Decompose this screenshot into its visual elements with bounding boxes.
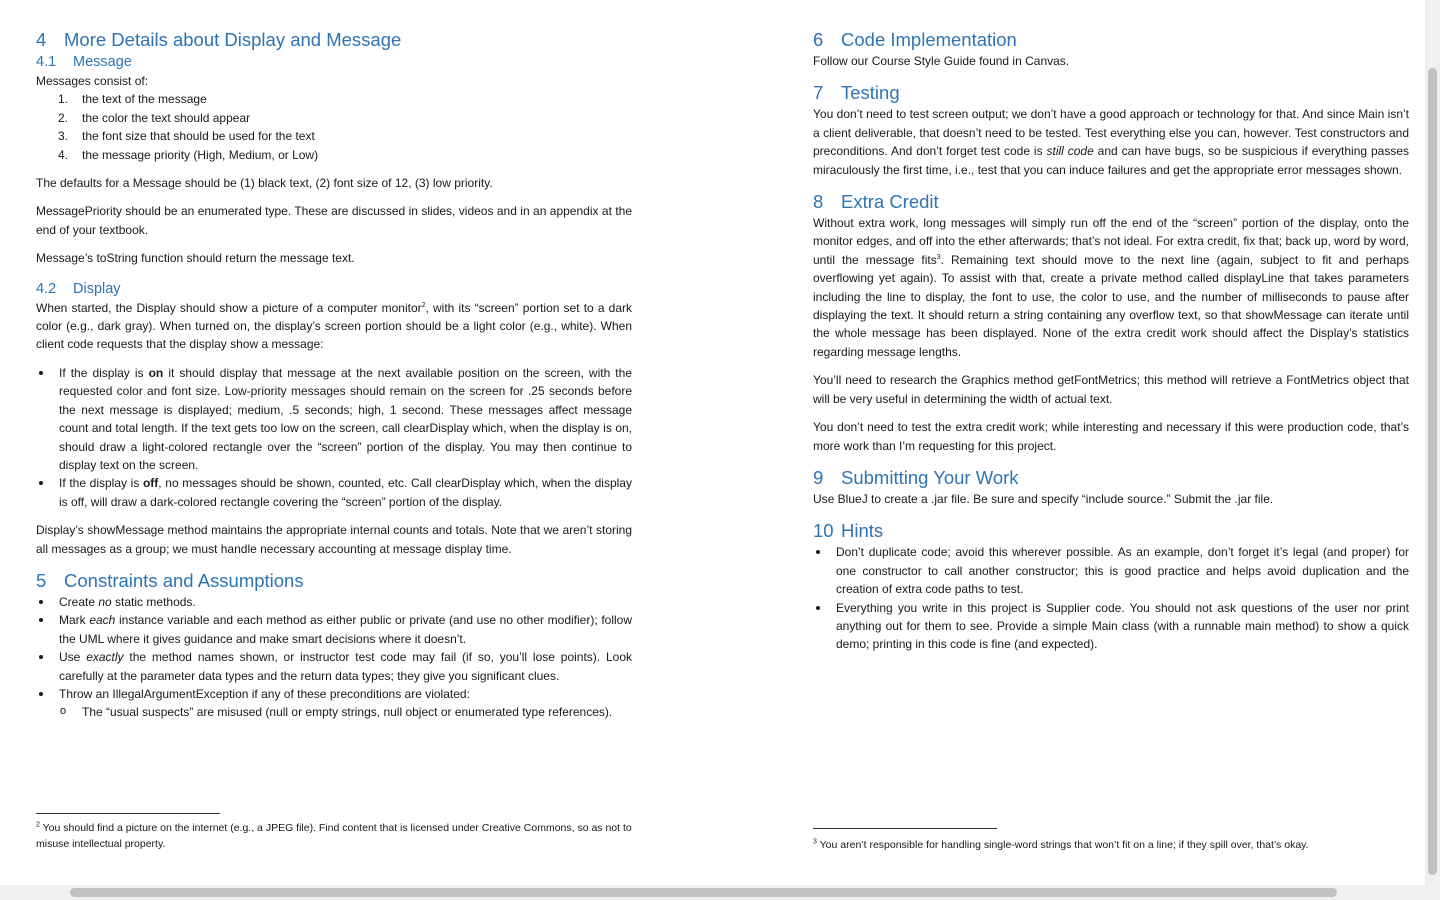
display-paragraph: When started, the Display should show a picture of a computer monitor$^2$, with its “screen” portion set to a dark color (e.g., dark gray). When turned on, the display’s screen portion should be a light color (e.g., white). When client code requests that the display show a message: [36,300,632,352]
list-item: If the display is off, no messages should be shown, counted, etc. Call clearDisplay which, when the display is off, will draw a dark-colored rectangle covering the “screen” portion of the display. [36,474,632,511]
footnote-ref-2[interactable]: 2 [421,301,426,309]
precondition-sublist [59,703,632,721]
list-item: 4. the message priority (High, Medium, or Low) [58,147,319,162]
vertical-scroll-thumb[interactable] [1428,68,1437,875]
footnote-separator-right [813,828,997,829]
footnote-ref-3[interactable]: 3 [936,253,941,261]
list-item: Mark each instance variable and each method as either public or private (and use no other modifier); follow the UML where it gives guidance and make smart decisions where it doesn’t. [36,611,632,648]
extra-credit-paragraph-1: Without extra work, long messages will simply run off the end of the “screen” portion of the display, onto the monitor edges, and off into the ether afterwards; that’s not ideal. For extra credit, fix that; back up, word by word, until the message fits$^3$. Remaining text should move to the next line (again, subject to fit and perhaps overflowing yet again). To assist with that, create a private method called displayLine that takes parameters including the line to display, the font to use, the color to use, and the number of milliseconds to pause after displaying the text. It should return a string containing any overflow text, so that showMessage can iterate until the whole message has been displayed. None of the extra credit work should affect the Display’s statistics regarding message lengths. [813,216,1409,359]
heading-section-10: 10 Hints [813,520,884,542]
vertical-scrollbar[interactable] [1425,0,1440,885]
messages-consist-text: Messages consist of: [36,74,149,88]
testing-paragraph: You don’t need to test screen output; we don’t have a good approach or technology for that. And since Main isn’t a client deliverable, that doesn’t need to be tested. Test everything else you can, however. Test constructors and preconditions. And don’t forget test code is still code and can have bugs, so be suspicious if everything passes miraculously the first time, i.e., test that you can induce failures and get the appropriate error messages shown. [813,107,1409,177]
display-bullets [36,364,632,511]
list-item: Throw an IllegalArgumentException if any of these preconditions are violated: o The “usual suspects” are misused (null or empty strings, null object or enumerated type references). [36,685,632,722]
heading-section-9: 9 Submitting Your Work [813,466,1019,488]
message-parts-list [36,90,632,164]
showmessage-paragraph: Display’s showMessage method maintains the appropriate internal counts and totals. Note that we aren’t storing all messages as a group; we must handle necessary accounting at message display time. [36,523,632,556]
heading-section-4-1: 4.1 Message [36,54,132,70]
scrollbar-corner [1425,885,1440,900]
heading-section-4: 4 More Details about Display and Message [36,29,402,50]
list-item: 3. the font size that should be used for the text [58,129,315,144]
heading-section-7: 7 Testing [813,82,900,104]
footnote-2: $^2$ You should find a picture on the internet (e.g., a JPEG file). Find content that is licensed under Creative Commons, so as not to misuse intellectual property. [36,821,632,850]
list-item: Create no static methods. [36,593,632,611]
list-item: 2. the color the text should appear [58,110,251,125]
submitting-paragraph: Use BlueJ to create a .jar file. Be sure and specify “include source.” Submit the .jar file. [813,491,1274,506]
constraints-list [36,593,632,722]
footnote-3: $^3$ You aren’t responsible for handling single-word strings that won’t fit on a line; if they spill over, that’s okay. [813,838,1309,851]
footnote-separator-left [36,813,220,814]
list-item: Use exactly the method names shown, or instructor test code may fail (if so, you’ll lose points). Look carefully at the parameter data types and the return data types; they give you significant clues. [36,648,632,685]
heading-section-4-2: 4.2 Display [36,280,121,297]
list-item: Everything you write in this project is Supplier code. You should not ask questions of the user nor print anything out for them to see. Provide a simple Main class (with a runnable main method) to show a quick demo; printing in this code is fine (and expected). [813,599,1409,654]
hints-list [813,543,1409,653]
heading-section-6: 6 Code Implementation [813,29,1017,50]
heading-section-8: 8 Extra Credit [813,191,939,213]
list-item: Don’t duplicate code; avoid this wherever possible. As an example, don’t forget it’s legal (and proper) for one constructor to call another constructor; this is good practice and helps avoid duplication and the creation of extra code paths to test. [813,543,1409,598]
horizontal-scrollbar[interactable] [0,885,1425,900]
defaults-paragraph: The defaults for a Message should be (1) black text, (2) font size of 12, (3) low priority. [36,176,493,191]
enum-paragraph: MessagePriority should be an enumerated type. These are discussed in slides, videos and in an appendix at the end of your textbook. [36,204,632,237]
list-item: o The “usual suspects” are misused (null or empty strings, null object or enumerated type references). [59,703,632,721]
extra-credit-paragraph-3: You don’t need to test the extra credit work; while interesting and necessary if this were production code, that’s more work than I’m requesting for this project. [813,420,1409,453]
right-page [813,26,1409,664]
tostring-paragraph: Message’s toString function should return the message text. [36,251,355,266]
code-impl-paragraph: Follow our Course Style Guide found in Canvas. [813,54,1070,68]
list-item: If the display is on it should display that message at the next available position on the screen, with the requested color and font size. Low-priority messages should remain on the screen for .25 seconds before the next message is displayed; medium, .5 seconds; high, 1 second. These messages affect message count and total length. If the text gets too low on the screen, call clearDisplay which, when the display is on, should draw a light-colored rectangle over the “screen” portion of the display. You may then continue to display text on the screen. [36,364,632,474]
heading-section-5: 5 Constraints and Assumptions [36,569,304,591]
left-page [36,26,632,732]
extra-credit-paragraph-2: You’ll need to research the Graphics method getFontMetrics; this method will retrieve a FontMetrics object that will be very useful in determining the width of actual text. [813,373,1409,406]
horizontal-scroll-thumb[interactable] [70,888,1337,897]
list-item: 1. the text of the message [58,92,207,107]
